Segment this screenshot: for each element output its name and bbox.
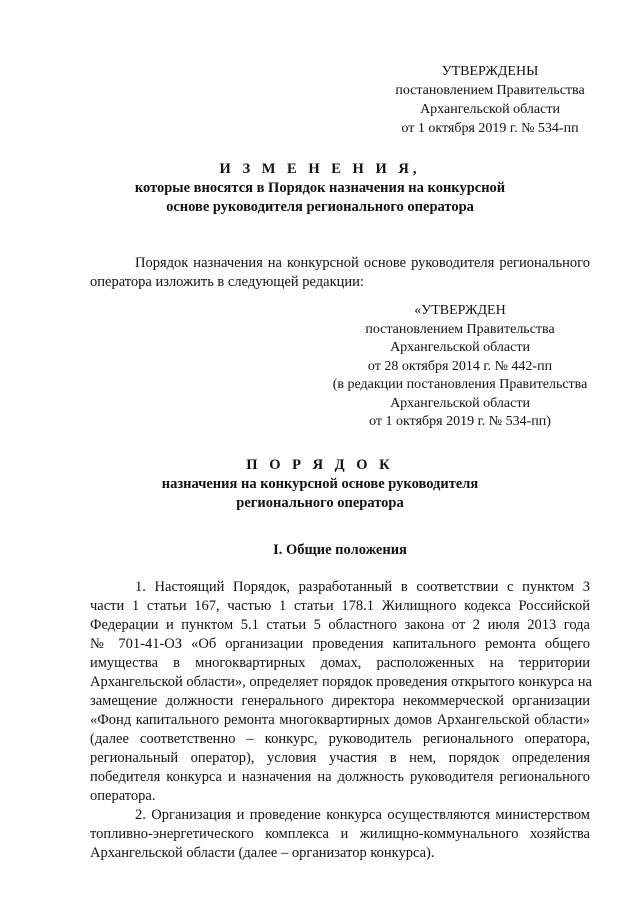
text-line: топливно-энергетического комплекса и жилищно-коммунального хозяйства	[90, 826, 590, 842]
text-line: Порядок назначения на конкурсной основе руководителя регионального	[135, 255, 590, 271]
approval-line: от 1 октября 2019 г. № 534-пп)	[369, 414, 551, 429]
paragraph-2	[90, 806, 590, 863]
text-line: победителя конкурса и назначения на должность руководителя регионального	[90, 769, 590, 785]
changes-subtitle-line: основе руководителя регионального оператора	[166, 199, 474, 215]
approval-line: УТВЕРЖДЕНЫ	[441, 64, 539, 79]
approval-line: Архангельской области	[390, 340, 530, 355]
approval-line: (в редакции постановления Правительства	[332, 377, 588, 392]
order-heading: П О Р Я Д О К	[246, 457, 394, 473]
text-line: (далее соответственно – конкурс, руководитель регионального оператора,	[90, 731, 590, 747]
text-line: оператора изложить в следующей редакции:	[90, 274, 364, 290]
changes-subtitle-line: которые вносятся в Порядок назначения на конкурсной	[134, 180, 506, 196]
text-line: 2. Организация и проведение конкурса осуществляются министерством	[135, 807, 590, 823]
text-line: Архангельской области (далее – организатор конкурса).	[90, 845, 435, 861]
text-line: Федерации и пунктом 5.1 статьи 5 областного закона от 2 июля 2013 года	[90, 617, 590, 633]
approval-line: Архангельской области	[420, 102, 560, 117]
approval-line: постановлением Правительства	[395, 83, 585, 98]
order-subtitle-line: регионального оператора	[236, 495, 404, 511]
approval-stamp-quoted	[330, 302, 590, 432]
text-line: «Фонд капитального ремонта многоквартирных домов Архангельской области»	[90, 712, 590, 728]
text-line: № 701-41-ОЗ «Об организации проведения капитального ремонта общего	[90, 636, 590, 652]
order-title	[60, 456, 580, 513]
changes-heading: И З М Е Н Е Н И Я,	[219, 161, 421, 177]
approval-stamp	[380, 62, 600, 138]
approval-line: «УТВЕРЖДЕН	[414, 303, 506, 318]
approval-line: от 1 октября 2019 г. № 534-пп	[401, 121, 579, 136]
text-line: региональный оператор), условия участия в нем, порядок определения	[90, 750, 590, 766]
approval-line: от 28 октября 2014 г. № 442-пп	[367, 358, 553, 374]
approval-line: постановлением Правительства	[365, 321, 555, 337]
approval-line: Архангельской области	[390, 395, 530, 411]
intro-paragraph	[90, 254, 590, 292]
changes-title	[60, 160, 580, 217]
text-line: оператора.	[90, 788, 156, 804]
text-line: части 1 статьи 167, частью 1 статьи 178.1 Жилищного кодекса Российской	[90, 598, 590, 614]
order-subtitle-line: назначения на конкурсной основе руководителя	[161, 476, 479, 492]
section-heading: I. Общие положения	[273, 542, 407, 558]
text-line: Архангельской области», определяет порядок проведения открытого конкурса на	[90, 674, 592, 690]
text-line: замещение должности генерального директора некоммерческой организации	[90, 693, 590, 709]
text-line: 1. Настоящий Порядок, разработанный в соответствии с пунктом 3	[135, 579, 590, 595]
paragraph-1	[90, 578, 590, 806]
text-line: имущества в многоквартирных домах, расположенных на территории	[90, 655, 590, 671]
